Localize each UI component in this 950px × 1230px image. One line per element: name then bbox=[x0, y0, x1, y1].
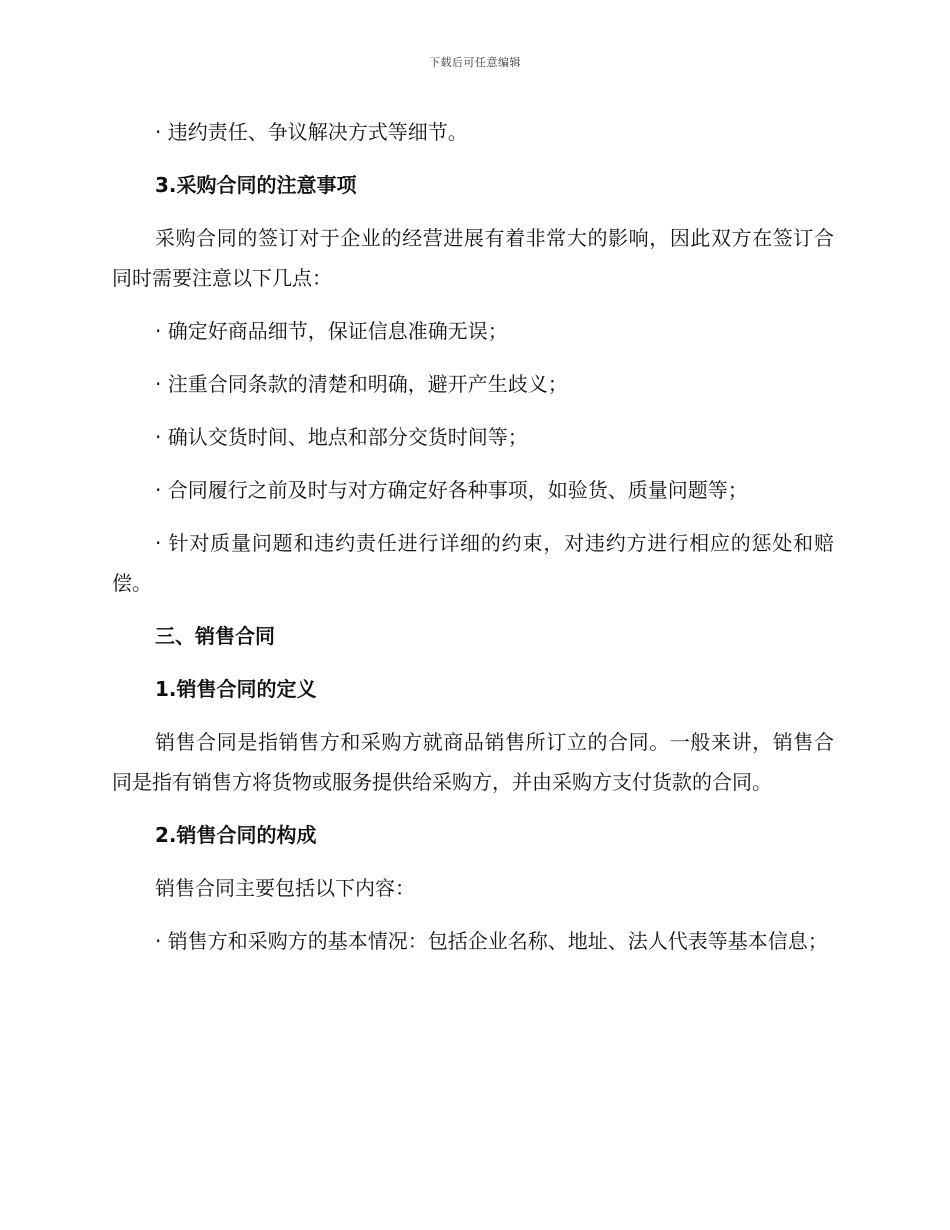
section-heading: 2.销售合同的构成 bbox=[155, 823, 317, 847]
chapter-heading: 三、销售合同 bbox=[155, 624, 275, 648]
body-paragraph: 采购合同的签订对于企业的经营进展有着非常大的影响，因此双方在签订合同时需要注意以下几点： bbox=[112, 226, 834, 290]
page-header: 下载后可任意编辑 bbox=[429, 56, 521, 69]
bullet-item: · 注重合同条款的清楚和明确，避开产生歧义； bbox=[155, 372, 568, 396]
section-heading: 3.采购合同的注意事项 bbox=[155, 173, 357, 197]
body-paragraph: 销售合同是指销售方和采购方就商品销售所订立的合同。一般来讲，销售合同是指有销售方将货物或服务提供给采购方，并由采购方支付货款的合同。 bbox=[112, 730, 834, 794]
document-body bbox=[112, 112, 834, 974]
bullet-item: · 销售方和采购方的基本情况：包括企业名称、地址、法人代表等基本信息； bbox=[155, 929, 828, 953]
bullet-item: · 合同履行之前及时与对方确定好各种事项，如验货、质量问题等； bbox=[155, 478, 748, 502]
bullet-item: · 针对质量问题和违约责任进行详细的约束，对违约方进行相应的惩处和赔偿。 bbox=[112, 531, 834, 595]
bullet-item: · 确认交货时间、地点和部分交货时间等； bbox=[155, 425, 528, 449]
section-heading: 1.销售合同的定义 bbox=[155, 677, 317, 701]
bullet-item: · 确定好商品细节，保证信息准确无误； bbox=[155, 319, 508, 343]
body-paragraph: 销售合同主要包括以下内容： bbox=[155, 876, 415, 900]
bullet-item: · 违约责任、争议解决方式等细节。 bbox=[155, 120, 468, 144]
